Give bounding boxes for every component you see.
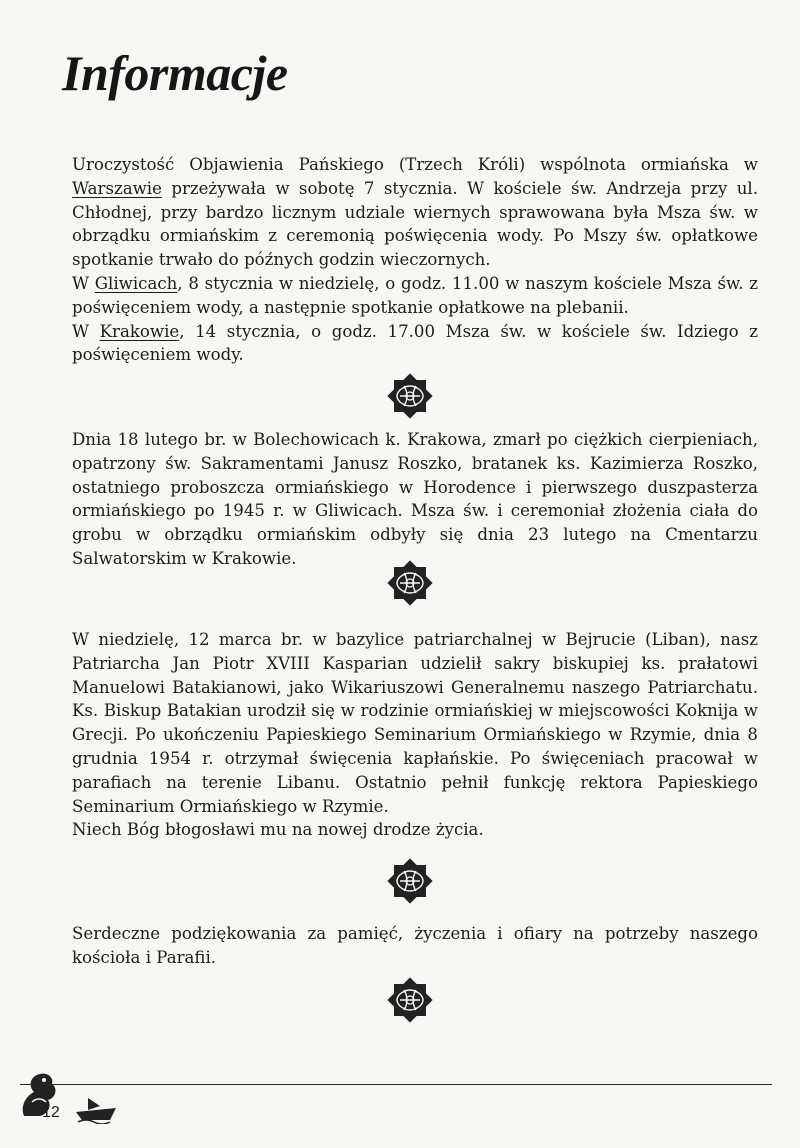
text-run: , 8 stycznia w niedzielę, o godz. 11.00 w naszym kościele Msza św. z poświęceniem wody, a następnie spotkanie opłatkowe na plebanii.	[72, 273, 758, 317]
place-name: Warszawie	[72, 178, 162, 198]
armenian-knot-star-icon	[382, 555, 438, 611]
text-run: W	[72, 273, 95, 293]
footer-rule	[20, 1084, 772, 1085]
paragraph	[72, 818, 758, 842]
text-run: , 14 stycznia, o godz. 17.00 Msza św. w kościele św. Idziego z poświęceniem wody.	[72, 321, 758, 365]
news-section-epiphany	[72, 153, 758, 367]
text-run: Serdeczne podziękowania za pamięć, życzenia i ofiary na potrzeby naszego kościoła i Parafii.	[72, 924, 758, 967]
text-run: Niech Bóg błogosławi mu na nowej drodze życia.	[72, 820, 484, 840]
news-section-consecration	[72, 628, 758, 842]
place-name: Gliwicach	[94, 273, 178, 293]
ornament-separator	[382, 853, 438, 909]
paragraph	[72, 153, 758, 272]
text-run: przeżywała w sobotę 7 stycznia. W kościele św. Andrzeja przy ul. Chłodnej, przy bardzo licznym udziale wiernych sprawowana była Msza św. w obrządku ormiańskim z ceremonią poświęcenia wody. Po Mszy św. opłatkowe spotkanie trwało do późnych godzin wieczornych.	[72, 178, 758, 270]
text-run: Dnia 18 lutego br. w Bolechowicach k. Krakowa, zmarł po ciężkich cierpieniach, opatrzony św. Sakramentami Janusz Roszko, bratanek ks. Kazimierza Roszko, ostatniego proboszcza ormiańskiego w Horodence i pierwszego duszpasterza ormiańskiego po 1945 r. w Gliwicach. Msza św. i ceremoniał złożenia ciała do grobu w obrządku ormiańskim odbyły się dnia 23 lutego na Cmentarzu Salwatorskim w Krakowie.	[72, 430, 758, 568]
ship-ornament-icon	[74, 1094, 118, 1124]
paragraph	[72, 428, 758, 571]
place-name: Krakowie	[99, 321, 180, 341]
paragraph	[72, 628, 758, 818]
ornament-separator	[382, 972, 438, 1028]
armenian-knot-star-icon	[382, 368, 438, 424]
paragraph	[72, 272, 758, 320]
news-section-obituary	[72, 428, 758, 571]
text-run: W niedzielę, 12 marca br. w bazylice patriarchalnej w Bejrucie (Liban), nasz Patriarcha Jan Piotr XVIII Kasparian udzielił sakry biskupiej ks. prałatowi Manuelowi Batakianowi, jako Wikariuszowi Generalnemu naszego Patriarchatu. Ks. Biskup Batakian urodził się w rodzinie ormiańskiej w miejscowości Koknija w Grecji. Po ukończeniu Papieskiego Seminarium Ormiańskiego w Rzymie, dnia 8 grudnia 1954 r. otrzymał święcenia kapłańskie. Po święceniach pracował w parafiach na terenie Libanu. Ostatnio pełnił funkcję rektora Papieskiego Seminarium Ormiańskiego w Rzymie.	[72, 630, 758, 816]
armenian-knot-star-icon	[382, 853, 438, 909]
text-run: W	[72, 321, 100, 341]
ornament-separator	[382, 555, 438, 611]
text-run: Uroczystość Objawienia Pańskiego (Trzech Króli) wspólnota ormiańska w	[72, 155, 758, 174]
ornament-separator	[382, 368, 438, 424]
page-number: 12	[42, 1104, 60, 1121]
page-title: Informacje	[62, 45, 288, 101]
news-section-thanks	[72, 922, 758, 970]
paragraph	[72, 320, 758, 368]
armenian-knot-star-icon	[382, 972, 438, 1028]
paragraph	[72, 922, 758, 970]
